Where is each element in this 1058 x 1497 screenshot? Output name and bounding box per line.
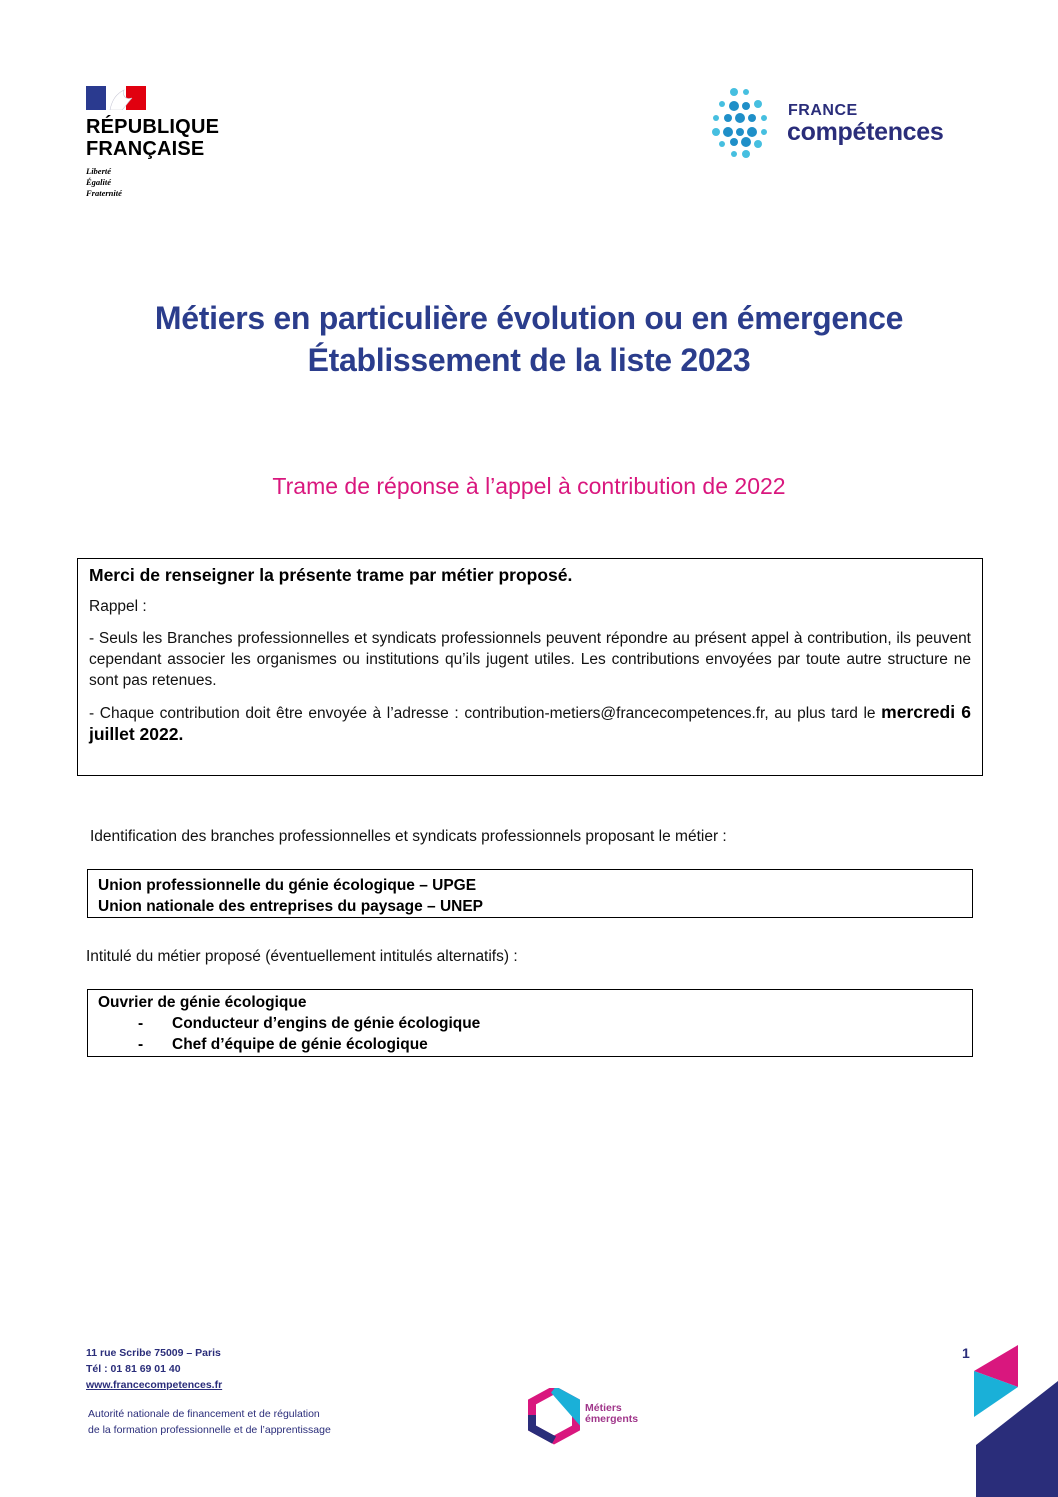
footer-authority xyxy=(88,1406,331,1438)
rf-motto-fraternite: Fraternité xyxy=(86,188,122,198)
page-number: 1 xyxy=(962,1345,970,1361)
job-title-label: Intitulé du métier proposé (éventuellement intitulés alternatifs) : xyxy=(86,948,518,965)
rf-logo-line2: FRANÇAISE xyxy=(86,138,205,160)
document-title-line2: Établissement de la liste 2023 xyxy=(307,342,751,378)
metiers-emergents-logo xyxy=(528,1388,658,1448)
footer-authority-line2: de la formation professionnelle et de l’apprentissage xyxy=(88,1424,331,1436)
rappel-paragraph-2-text: - Chaque contribution doit être envoyée à l’adresse : contribution-metiers@francecompetences.fr, au plus tard le xyxy=(89,705,876,722)
me-logo-line2: émergents xyxy=(585,1413,639,1425)
job-title-box xyxy=(87,989,973,1057)
rappel-paragraph-1: - Seuls les Branches professionnelles et syndicats professionnels peuvent répondre au présent appel à contribution, ils peuvent cependant associer les organismes ou institutions qu’ils jugent utiles. Les contributions envoyées par toute autre structure ne sont pas retenues. xyxy=(89,630,971,689)
footer-phone: Tél : 01 81 69 01 40 xyxy=(86,1363,181,1375)
fc-logo-france: FRANCE xyxy=(788,102,858,119)
rf-motto-egalite: Égalité xyxy=(86,177,112,187)
me-logo-line1: Métiers xyxy=(585,1402,622,1414)
instructions-box xyxy=(77,558,983,776)
marianne-flag-icon xyxy=(86,86,146,110)
job-main-title: Ouvrier de génie écologique xyxy=(98,994,307,1011)
identification-label: Identification des branches professionnelles et syndicats professionnels proposant le métier : xyxy=(90,828,727,845)
footer-contact xyxy=(86,1345,222,1393)
fc-logo-competences: compétences xyxy=(787,118,944,146)
job-alternative-item xyxy=(98,1013,962,1034)
rappel-label: Rappel : xyxy=(89,598,147,615)
document-subtitle: Trame de réponse à l’appel à contribution de 2022 xyxy=(272,473,786,499)
republique-francaise-logo xyxy=(86,86,256,216)
france-competences-logo xyxy=(708,84,978,164)
rf-logo-line1: RÉPUBLIQUE xyxy=(86,116,220,138)
list-dash: - xyxy=(138,1036,144,1053)
deadline-date: mercredi 6 juillet 2022. xyxy=(89,702,971,744)
rf-motto-liberte: Liberté xyxy=(86,166,112,176)
footer-address: 11 rue Scribe 75009 – Paris xyxy=(86,1347,221,1359)
job-alternative-text: Chef d’équipe de génie écologique xyxy=(172,1036,428,1053)
metiers-emergents-text xyxy=(585,1403,638,1425)
document-title-line1: Métiers en particulière évolution ou en émergence xyxy=(154,300,904,336)
instructions-heading: Merci de renseigner la présente trame par métier proposé. xyxy=(89,565,573,585)
branch-entry: Union nationale des entreprises du paysage – UNEP xyxy=(98,898,484,915)
rappel-paragraph-2 xyxy=(89,702,971,746)
hexagon-dots-icon xyxy=(708,84,778,164)
footer-authority-line1: Autorité nationale de financement et de régulation xyxy=(88,1408,320,1420)
list-dash: - xyxy=(138,1015,144,1032)
branches-box xyxy=(87,869,973,918)
corner-triangles-decoration xyxy=(970,1345,1058,1497)
branch-entry: Union professionnelle du génie écologique – UPGE xyxy=(98,877,477,894)
job-alternative-text: Conducteur d’engins de génie écologique xyxy=(172,1015,481,1032)
hexagon-logo-icon xyxy=(528,1388,580,1448)
footer-website-link[interactable]: www.francecompetences.fr xyxy=(86,1379,223,1391)
job-alternative-item xyxy=(98,1034,962,1055)
